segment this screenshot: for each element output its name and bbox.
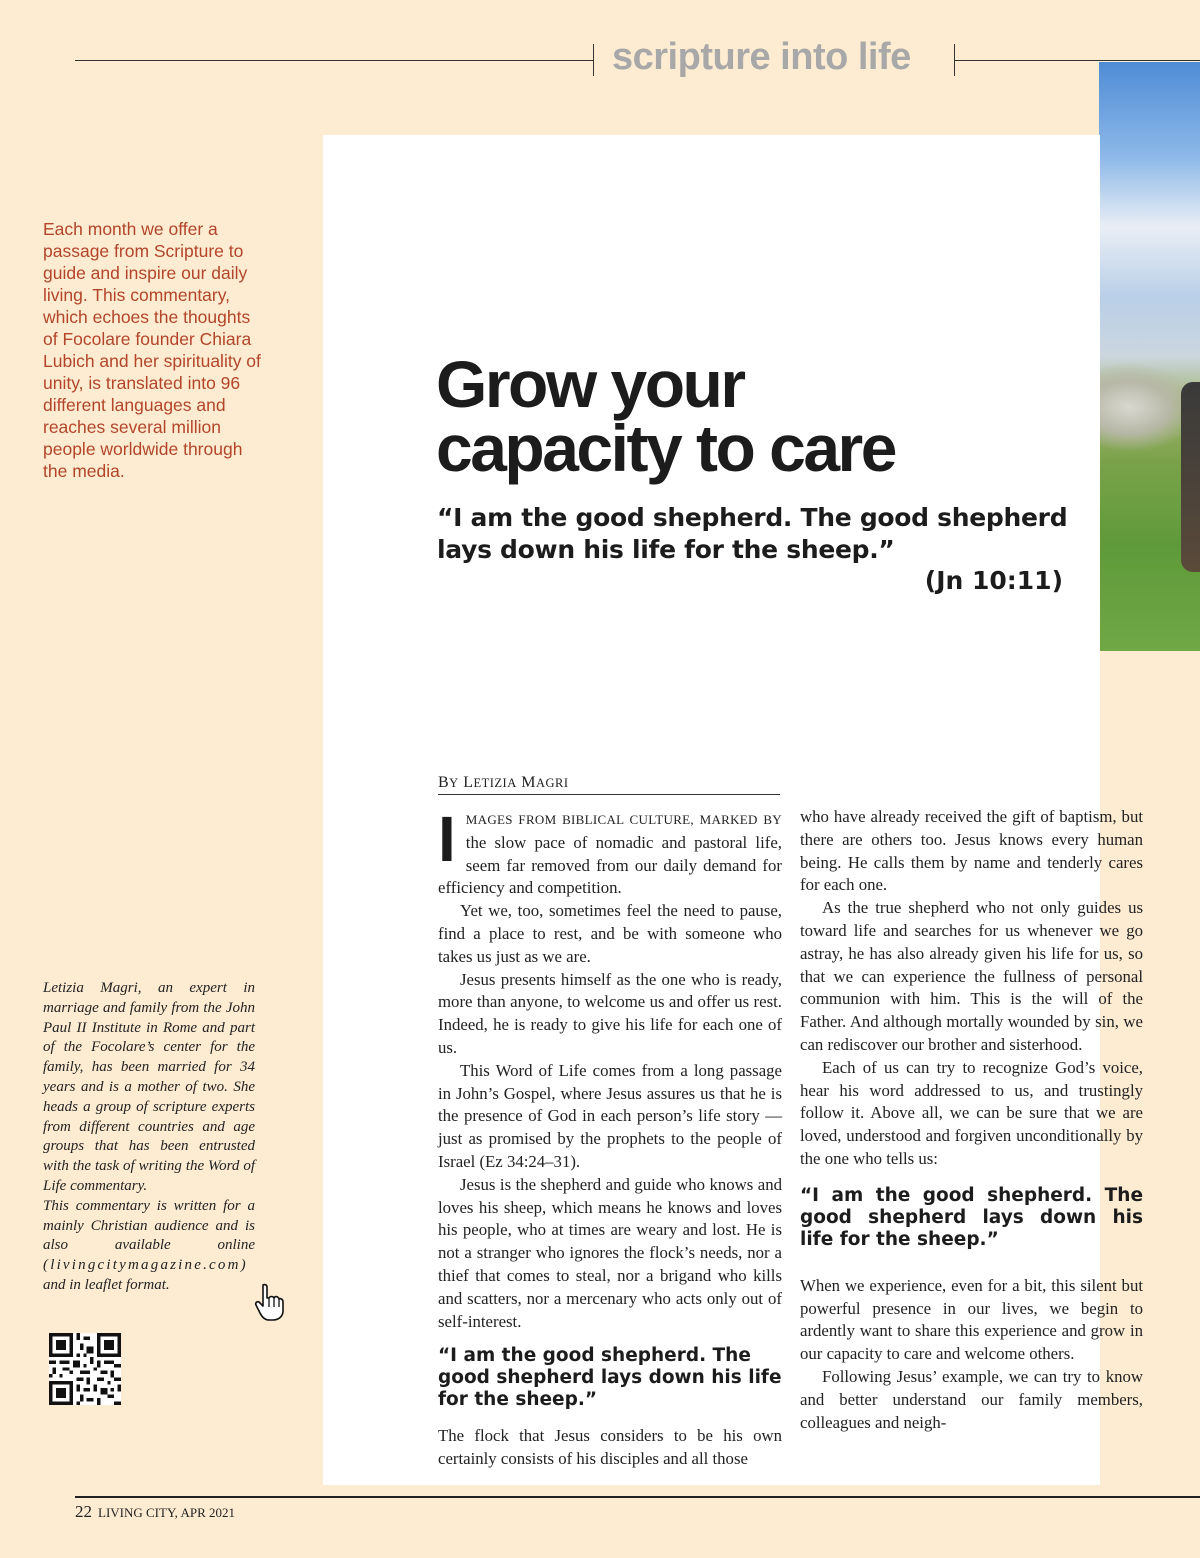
byline-first-initial: L	[463, 774, 474, 791]
headline-line-2: capacity to care	[436, 411, 895, 485]
article-paragraph: Following Jesus’ example, we can try to know and better understand our family members, colleagues and neigh-	[800, 1366, 1143, 1432]
bio-online-prefix: This commentary is written for a mainly Christian audience and is also available online	[43, 1197, 255, 1254]
article-paragraph: Yet we, too, sometimes feel the need to pause, find a place to rest, and be with someone who takes us just as we are.	[438, 901, 782, 966]
shepherd-photo	[1099, 62, 1200, 651]
article-paragraph: When we experience, even for a bit, this silent but powerful presence in our lives, we begin to ardently want to share this experience and grow in our capacity to care and welcome others.	[800, 1275, 1143, 1364]
byline	[438, 774, 780, 795]
pull-quote: “I am the good shepherd. The good shepherd lays down his life for the sheep.”	[438, 1345, 782, 1411]
byline-last-initial: M	[521, 774, 536, 791]
scripture-reference: (Jn 10:11)	[924, 566, 1063, 595]
intro-blurb: Each month we offer a passage from Scripture to guide and inspire our daily living. This commentary, which echoes the thoughts of Focolare founder Chiara Lubich and her spirituality of unity, is translated into 96 different languages and reaches several million people worldwide through the media.	[43, 219, 261, 481]
pointing-hand-icon	[254, 1283, 284, 1321]
bio-availability	[43, 1197, 255, 1296]
article-paragraph: The flock that Jesus considers to be his own certainly consists of his disciples and all those	[438, 1426, 782, 1469]
byline-by: B	[438, 774, 450, 791]
header-tick-left	[593, 44, 594, 76]
header-rule-left	[75, 60, 593, 61]
photo-figure	[1181, 382, 1200, 572]
drop-cap: I	[438, 803, 456, 875]
section-title: scripture into life	[612, 36, 911, 78]
lead-smallcaps: MAGES FROM BIBLICAL CULTURE, MARKED BY	[465, 812, 782, 827]
headline	[436, 347, 1076, 485]
bio-text: Letizia Magri, an expert in marriage and family from the John Paul II Institute in Rome and part of the Focolare’s center for the family, has been married for 34 years and is a mother of two. She heads a group of scripture experts from different countries and age groups that has been entrusted with the task of writing the Word of Life commentary.	[43, 980, 255, 1194]
article-column-1	[438, 803, 782, 1471]
header-rule-right	[955, 60, 1200, 61]
byline-first-rest: ETIZIA	[473, 776, 517, 790]
footer	[75, 1502, 235, 1522]
byline-by-small: Y	[449, 776, 459, 790]
headline-line-1: Grow your	[436, 347, 744, 421]
article-paragraph	[438, 803, 782, 900]
page-number: 22	[75, 1502, 92, 1521]
article-paragraph: Each of us can try to recognize God’s voice, hear his word addressed to us, and trustingly follow it. Above all, we can be sure that we are loved, understood and forgiven unconditionally by the one who tells us:	[800, 1057, 1143, 1168]
article-paragraph: As the true shepherd who not only guides us toward life and searches for us whenever we go astray, he has also already given his life for us, so that we can experience the fullness of personal communion with him. This is the will of the Father. And although mortally wounded by sin, we can rediscover our brother and sisterhood.	[800, 898, 1143, 1054]
article-paragraph: Jesus presents himself as the one who is ready, more than anyone, to welcome us and offer us rest. Indeed, he is ready to give his life for each one of us.	[438, 969, 782, 1057]
bio-online-suffix: and in leaflet format.	[43, 1276, 170, 1293]
article-paragraph: Jesus is the shepherd and guide who knows and loves his sheep, which means he knows and loves his people, who at times are weary and lost. He is not a stranger who ignores the flock’s needs, nor a thief that comes to steal, nor a brigand who kills and scatters, nor a mercenary who acts only out of self-interest.	[438, 1174, 782, 1331]
author-bio	[43, 979, 255, 1296]
article-paragraph: who have already received the gift of baptism, but there are others too. Jesus knows every human being. He calls them by name and tenderly cares for each one.	[800, 807, 1143, 895]
publication-info: LIVING CITY, APR 2021	[98, 1505, 235, 1520]
website-link[interactable]: (livingcitymagazine.com)	[43, 1257, 248, 1274]
byline-last-rest: AGRI	[535, 776, 569, 790]
qr-code-icon[interactable]	[49, 1333, 121, 1405]
scripture-quote: “I am the good shepherd. The good shepherd lays down his life for the sheep.”	[437, 503, 1068, 564]
lead-text: the slow pace of nomadic and pastoral life, seem far removed from our daily demand for efficiency and competition.	[438, 832, 782, 898]
article-paragraph: This Word of Life comes from a long passage in John’s Gospel, where Jesus assures us that he is the presence of God in each person’s life story — just as promised by the prophets to the people of Israel (Ez 34:24–31).	[438, 1060, 782, 1171]
footer-rule	[75, 1496, 1200, 1498]
pull-quote: “I am the good shepherd. The good shepherd lays down his life for the sheep.”	[800, 1184, 1143, 1250]
article-column-2	[800, 806, 1143, 1434]
